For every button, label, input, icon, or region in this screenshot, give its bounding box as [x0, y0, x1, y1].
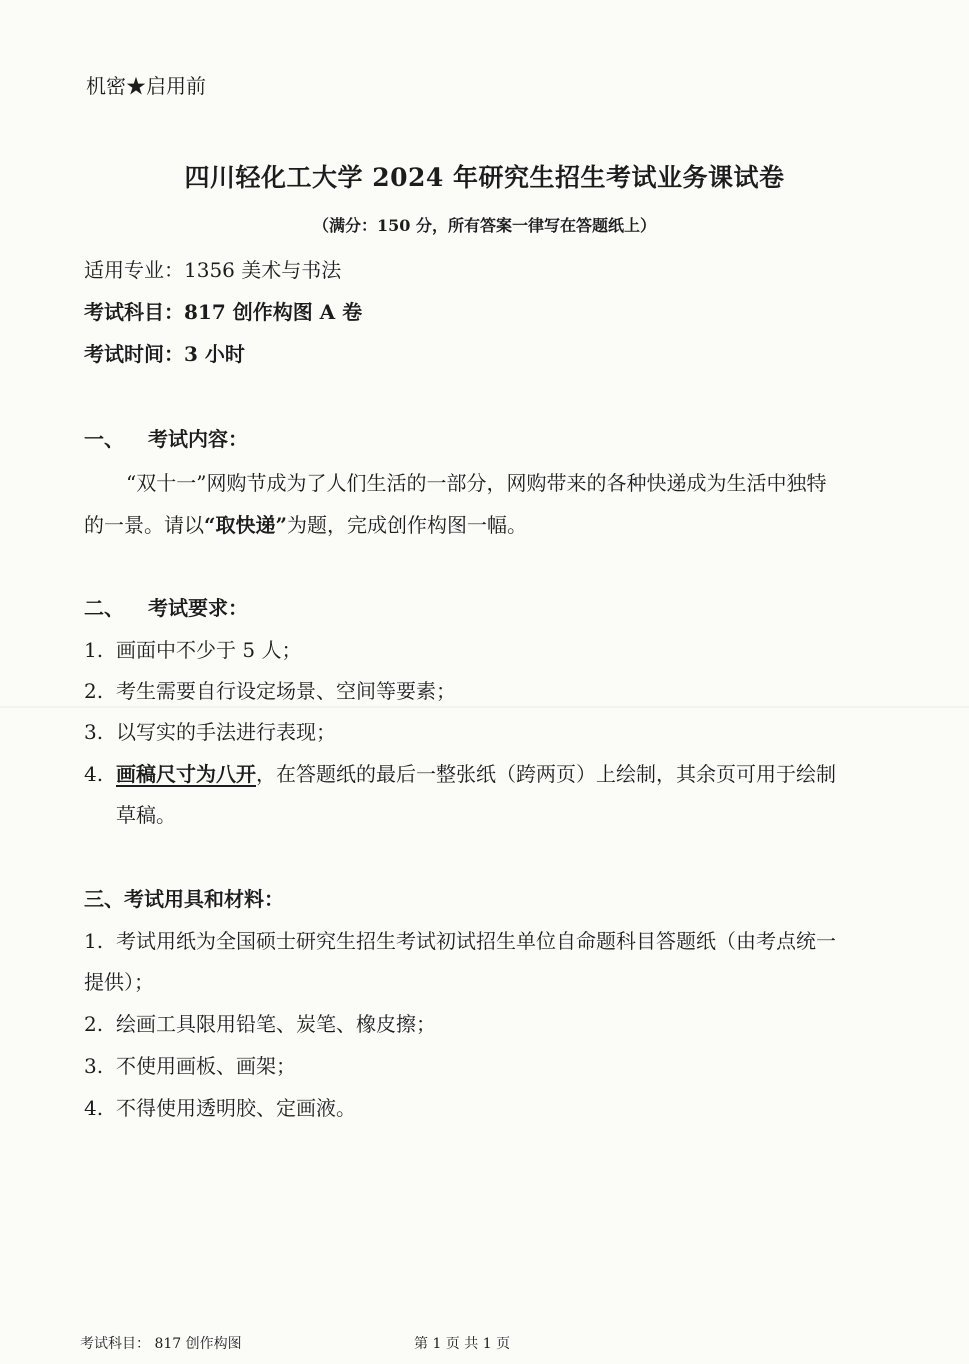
item-text: 不使用画板、画架；: [116, 1054, 296, 1078]
item-number: 2.: [84, 679, 104, 703]
drawing-size-emphasis: 画稿尺寸为八开: [116, 762, 256, 786]
item-text: 绘画工具限用铅笔、炭笔、橡皮擦；: [116, 1012, 436, 1036]
section1-number: 一、: [84, 427, 124, 451]
item-number: 3.: [84, 1054, 104, 1078]
materials-item-continuation: 提供）；: [84, 970, 154, 994]
item-number: 1.: [84, 638, 104, 662]
footer-subject: 考试科目： 817 创作构图: [80, 1336, 242, 1352]
materials-item: [84, 1094, 356, 1122]
section1-title: 考试内容：: [148, 427, 248, 451]
section2-heading: [84, 594, 248, 622]
materials-item: [84, 1052, 296, 1080]
requirement-item: [84, 677, 456, 705]
paper-fold-line: [0, 706, 969, 708]
requirement-item-continuation: 草稿。: [116, 803, 176, 827]
item-text: 不得使用透明胶、定画液。: [116, 1096, 356, 1120]
confidential-label: 机密★启用前: [86, 74, 206, 98]
duration-line: 考试时间：3 小时: [84, 342, 245, 366]
item-text: ，在答题纸的最后一整张纸（跨两页）上绘制，其余页可用于绘制: [256, 762, 836, 786]
item-number: 4.: [84, 762, 104, 786]
footer-page-number: 第 1 页 共 1 页: [414, 1336, 511, 1352]
item-number: 1.: [84, 929, 104, 953]
section3-heading: 三、考试用具和材料：: [84, 887, 284, 911]
subject-line: 考试科目：817 创作构图 A 卷: [84, 300, 363, 324]
section1-paragraph-line2: [84, 511, 527, 539]
materials-item: [84, 927, 836, 955]
requirement-item: [84, 636, 301, 664]
item-text: 考生需要自行设定场景、空间等要素；: [116, 679, 456, 703]
major-line: 适用专业：1356 美术与书法: [84, 258, 342, 282]
paragraph-text-c: 为题，完成创作构图一幅。: [287, 513, 528, 537]
exam-title: 四川轻化工大学 2024 年研究生招生考试业务课试卷: [184, 163, 785, 192]
exam-subtitle: （满分：150 分，所有答案一律写在答题纸上）: [313, 216, 656, 235]
section1-heading: [84, 425, 248, 453]
requirement-item: [84, 718, 336, 746]
item-number: 3.: [84, 720, 104, 744]
requirement-item: [84, 760, 836, 788]
item-text: 画面中不少于 5 人；: [116, 638, 302, 662]
item-number: 4.: [84, 1096, 104, 1120]
section2-number: 二、: [84, 596, 124, 620]
paragraph-topic: “取快递”: [204, 513, 288, 537]
paragraph-text-a: 的一景。请以: [84, 513, 204, 537]
item-number: 2.: [84, 1012, 104, 1036]
section2-title: 考试要求：: [148, 596, 248, 620]
item-text: 考试用纸为全国硕士研究生招生考试初试招生单位自命题科目答题纸（由考点统一: [116, 929, 836, 953]
materials-item: [84, 1010, 436, 1038]
item-text: 以写实的手法进行表现；: [116, 720, 336, 744]
section1-paragraph-line1: “双十一”网购节成为了人们生活的一部分，网购带来的各种快递成为生活中独特: [126, 471, 827, 495]
